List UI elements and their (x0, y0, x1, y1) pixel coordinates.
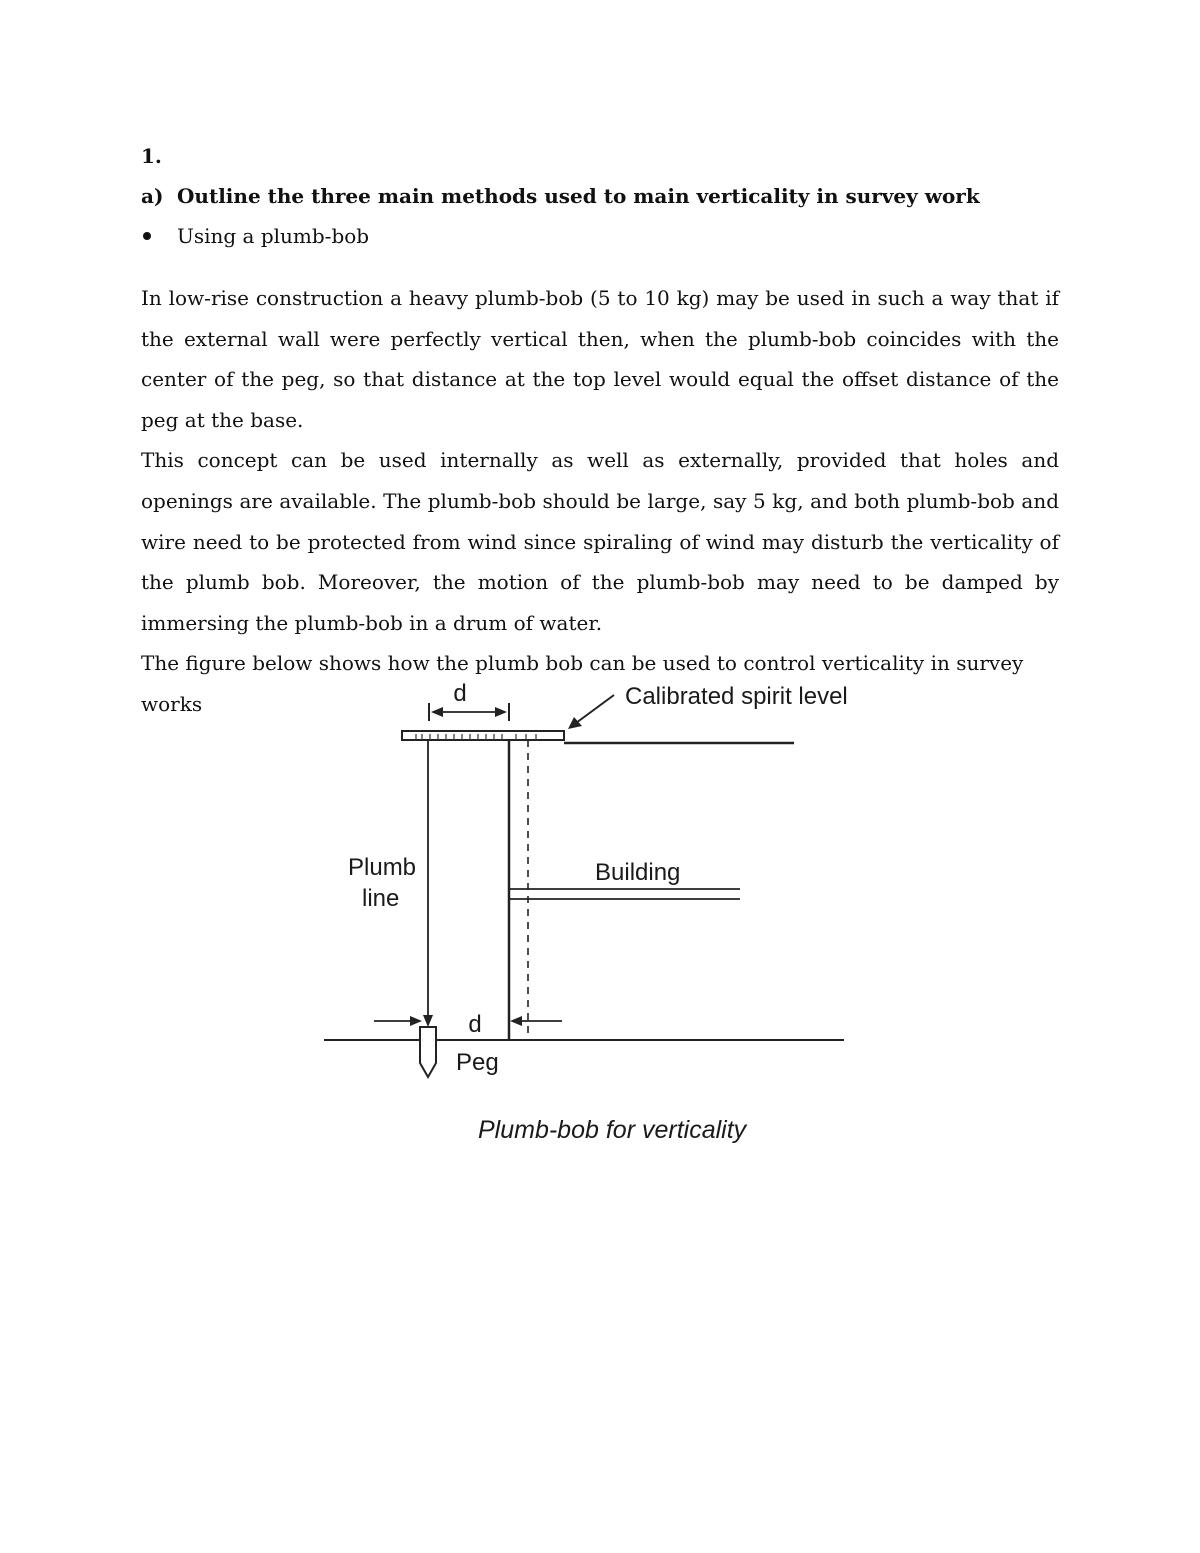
bottom-dim-arrow-left (410, 1016, 422, 1026)
label-d-top: d (453, 680, 467, 707)
top-dim-arrow-right (495, 707, 507, 717)
bullet-list-item (141, 220, 1059, 252)
figure-caption: Plumb-bob for verticality (478, 1116, 747, 1144)
label-line: line (362, 885, 400, 912)
paragraph-3: The figure below shows how the plumb bob can be used to control verticality in survey works (141, 651, 1024, 716)
question-heading (141, 180, 1059, 212)
document-page (141, 140, 1059, 725)
bullet-text: Using a plumb-bob (177, 224, 370, 248)
question-number: 1. (141, 144, 162, 168)
plumb-bob-figure (320, 675, 880, 1155)
plumb-line-arrowhead (423, 1015, 433, 1027)
heading-text: Outline the three main methods used to main verticality in survey work (177, 184, 980, 208)
peg-shape (420, 1027, 436, 1077)
paragraph-1: In low-rise construction a heavy plumb-bob (5 to 10 kg) may be used in such a way that if the external wall were perfectly vertical then, when the plumb-bob coincides with the center of the peg, so that distance at the top level would equal the offset distance of the peg at the base. (141, 286, 1059, 432)
spirit-level-bar (402, 731, 564, 740)
bottom-dim-arrow-right (510, 1016, 522, 1026)
label-calibrated-spirit-level: Calibrated spirit level (625, 683, 848, 710)
label-d-bottom: d (468, 1011, 482, 1038)
label-building: Building (595, 859, 681, 886)
label-plumb: Plumb (348, 854, 417, 881)
spirit-level-pointer-head (568, 717, 582, 729)
plumb-bob-diagram (320, 675, 880, 1155)
spirit-level-pointer (576, 695, 614, 723)
label-peg: Peg (456, 1049, 499, 1076)
part-marker: a) (141, 184, 164, 208)
paragraph-2: This concept can be used internally as well as externally, provided that holes and openings are available. The plumb-bob should be large, say 5 kg, and both plumb-bob and wire need to be protected from wind since spiraling of wind may disturb the verticality of the plumb bob. Moreover, the motion of the plumb-bob may need to be damped by immersing the plumb-bob in a drum of water. (141, 448, 1059, 635)
top-dim-arrow-left (431, 707, 443, 717)
bullet-dot-icon (141, 220, 177, 252)
